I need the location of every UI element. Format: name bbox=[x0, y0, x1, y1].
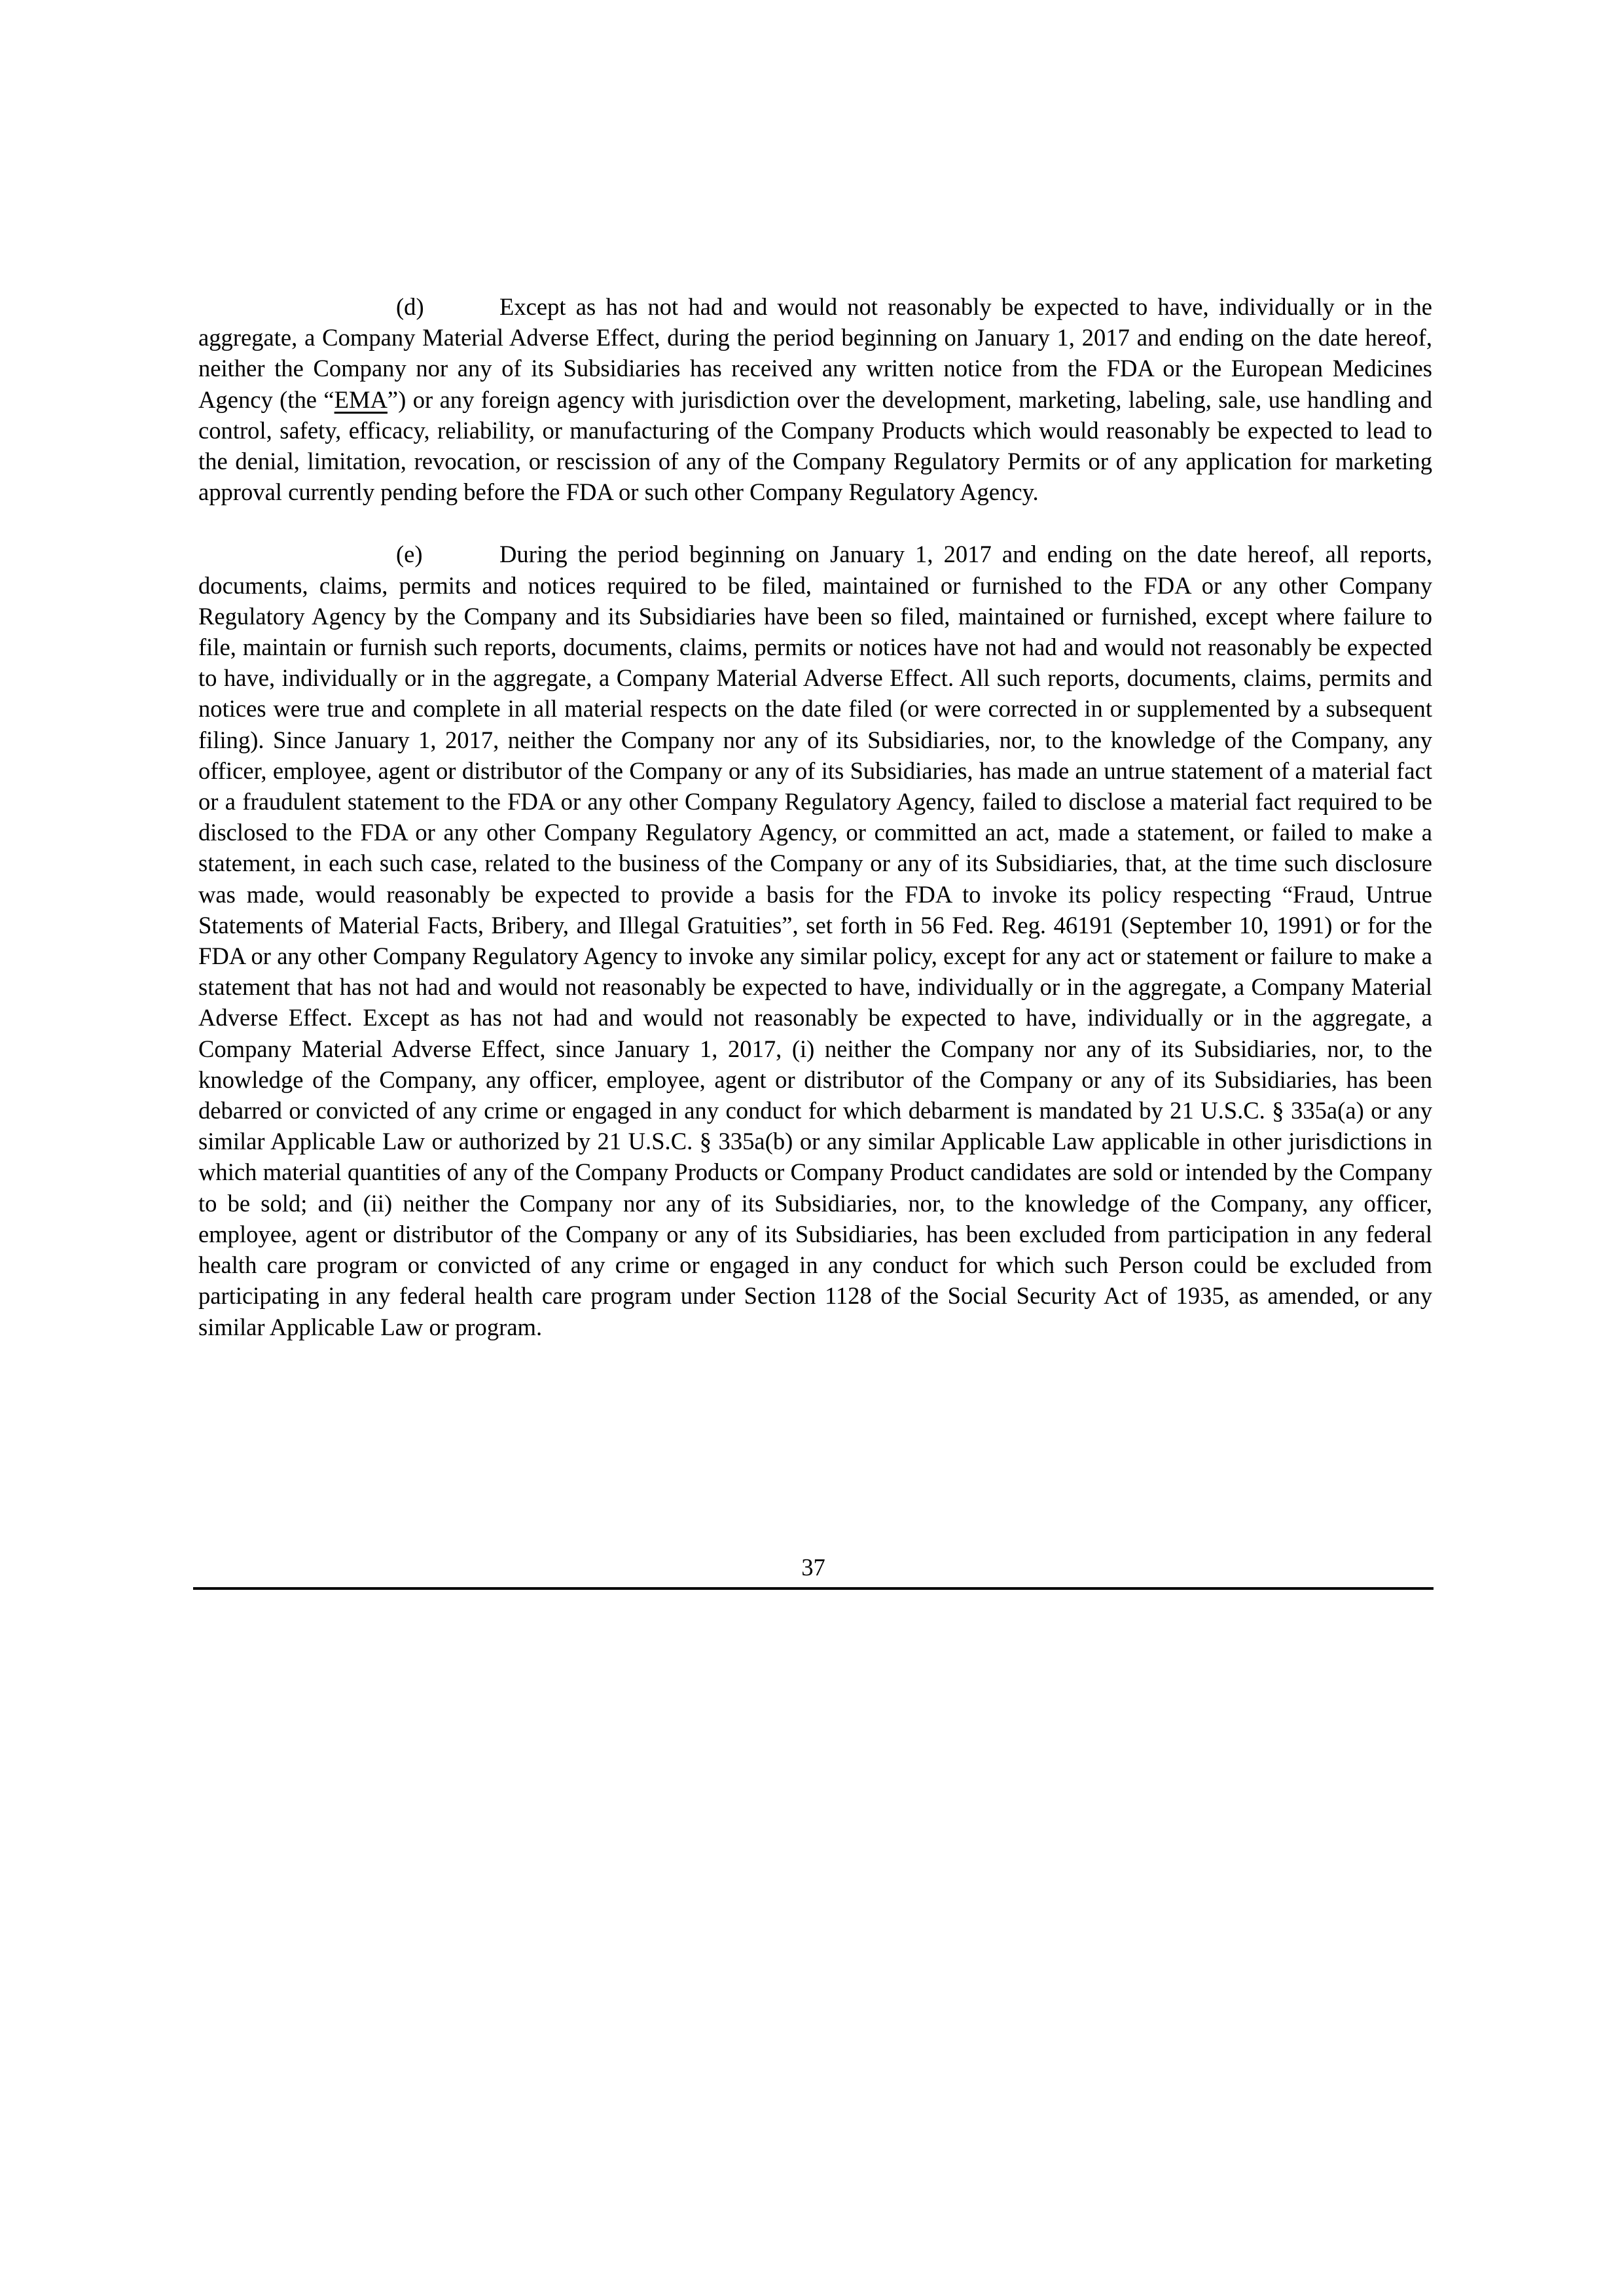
paragraph-d: (d) Except as has not had and would not reasonably be expected to have, individually or in the aggregate, a Company Material Adverse Effect, during the period beginning on January 1, 2017 and ending on the date hereof, neither the Company nor any of its Subsidiaries has received any written notice from the FDA or the European Medicines Agency (the “EMA”) or any foreign agency with jurisdiction over the development, marketing, labeling, sale, use handling and control, safety, efficacy, reliability, or manufacturing of the Company Products which would reasonably be expected to lead to the denial, limitation, revocation, or rescission of any of the Company Regulatory Permits or of any application for marketing approval currently pending before the FDA or such other Company Regulatory Agency. bbox=[198, 293, 1432, 506]
paragraph-text: During the period beginning on January 1, 2017 and ending on the date hereof, all reports, documents, claims, permits and notices required to be filed, maintained or furnished to the FDA or any other Company Regulatory Agency by the Company and its Subsidiaries have been so filed, maintained or furnished, except where failure to file, maintain or furnish such reports, documents, claims, permits or notices have not had and would not reasonably be expected to have, individually or in the aggregate, a Company Material Adverse Effect. All such reports, documents, claims, permits and notices were true and complete in all material respects on the date filed (or were corrected in or supplemented by a subsequent filing). Since January 1, 2017, neither the Company nor any of its Subsidiaries, nor, to the knowledge of the Company, any officer, employee, agent or distributor of the Company or any of its Subsidiaries, has made an untrue statement of a material fact or a fraudulent statement to the FDA or any other Company Regulatory Agency, failed to disclose a material fact required to be disclosed to the FDA or any other Company Regulatory Agency, or committed an act, made a statement, or failed to make a statement, in each such case, related to the business of the Company or any of its Subsidiaries, that, at the time such disclosure was made, would reasonably be expected to provide a basis for the FDA to invoke its policy respecting “Fraud, Untrue Statements of Material Facts, Bribery, and Illegal Gratuities”, set forth in 56 Fed. Reg. 46191 (September 10, 1991) or for the FDA or any other Company Regulatory Agency to invoke any similar policy, except for any act or statement or failure to make a statement that has not had and would not reasonably be expected to have, individually or in the aggregate, a Company Material Adverse Effect. Except as has not had and would not reasonably be expected to have, individually or in the aggregate, a Company Material Adverse Effect, since January 1, 2017, (i) neither the Company nor any of its Subsidiaries, nor, to the knowledge of the Company, any officer, employee, agent or distributor of the Company or any of its Subsidiaries, has been debarred or convicted of any crime or engaged in any conduct for which debarment is mandated by 21 U.S.C. § 335a(a) or any similar Applicable Law or authorized by 21 U.S.C. § 335a(b) or any similar Applicable Law applicable in other jurisdictions in which material quantities of any of the Company Products or Company Product candidates are sold or intended by the Company to be sold; and (ii) neither the Company nor any of its Subsidiaries, nor, to the knowledge of the Company, any officer, employee, agent or distributor of the Company or any of its Subsidiaries, has been excluded from participation in any federal health care program or convicted of any crime or engaged in any conduct for which such Person could be excluded from participating in any federal health care program under Section 1128 of the Social Security Act of 1935, as amended, or any similar Applicable Law or program. bbox=[198, 541, 1432, 1340]
defined-term-ema: EMA bbox=[334, 386, 388, 413]
document-body bbox=[198, 291, 1432, 1342]
page-number: 37 bbox=[801, 1554, 825, 1581]
paragraph-e: (e) During the period beginning on January 1, 2017 and ending on the date hereof, all reports, documents, claims, permits and notices required to be filed, maintained or furnished to the FDA or any other Company Regulatory Agency by the Company and its Subsidiaries have been so filed, maintained or furnished, except where failure to file, maintain or furnish such reports, documents, claims, permits or notices have not had and would not reasonably be expected to have, individually or in the aggregate, a Company Material Adverse Effect. All such reports, documents, claims, permits and notices were true and complete in all material respects on the date filed (or were corrected in or supplemented by a subsequent filing). Since January 1, 2017, neither the Company nor any of its Subsidiaries, nor, to the knowledge of the Company, any officer, employee, agent or distributor of the Company or any of its Subsidiaries, has made an untrue statement of a material fact or a fraudulent statement to the FDA or any other Company Regulatory Agency, failed to disclose a material fact required to be disclosed to the FDA or any other Company Regulatory Agency, or committed an act, made a statement, or failed to make a statement, in each such case, related to the business of the Company or any of its Subsidiaries, that, at the time such disclosure was made, would reasonably be expected to provide a basis for the FDA to invoke its policy respecting “Fraud, Untrue Statements of Material Facts, Bribery, and Illegal Gratuities”, set forth in 56 Fed. Reg. 46191 (September 10, 1991) or for the FDA or any other Company Regulatory Agency to invoke any similar policy, except for any act or statement or failure to make a statement that has not had and would not reasonably be expected to have, individually or in the aggregate, a Company Material Adverse Effect. Except as has not had and would not reasonably be expected to have, individually or in the aggregate, a Company Material Adverse Effect, since January 1, 2017, (i) neither the Company nor any of its Subsidiaries, nor, to the knowledge of the Company, any officer, employee, agent or distributor of the Company or any of its Subsidiaries, has been debarred or convicted of any crime or engaged in any conduct for which debarment is mandated by 21 U.S.C. § 335a(a) or any similar Applicable Law or authorized by 21 U.S.C. § 335a(b) or any similar Applicable Law applicable in other jurisdictions in which material quantities of any of the Company Products or Company Product candidates are sold or intended by the Company to be sold; and (ii) neither the Company nor any of its Subsidiaries, nor, to the knowledge of the Company, any officer, employee, agent or distributor of the Company or any of its Subsidiaries, has been excluded from participation in any federal health care program or convicted of any crime or engaged in any conduct for which such Person could be excluded from participating in any federal health care program under Section 1128 of the Social Security Act of 1935, as amended, or any similar Applicable Law or program. bbox=[198, 541, 1432, 1340]
paragraph-text: ”) or any foreign agency with jurisdiction over the development, marketing, labeling, sale, use handling and control, safety, efficacy, reliability, or manufacturing of the Company Products which would reasonably be expected to lead to the denial, limitation, revocation, or rescission of any of the Company Regulatory Permits or of any application for marketing approval currently pending before the FDA or such other Company Regulatory Agency. bbox=[198, 386, 1432, 506]
page-footer bbox=[193, 1553, 1434, 1582]
paragraph-text: Except as has not had and would not reasonably be expected to have, individually or in the aggregate, a Company Material Adverse Effect, during the period beginning on January 1, 2017 and ending on the date hereof, neither the Company nor any of its Subsidiaries has received any written notice from the FDA or the European Medicines Agency (the “ bbox=[198, 293, 1432, 413]
footer-rule bbox=[193, 1587, 1434, 1590]
